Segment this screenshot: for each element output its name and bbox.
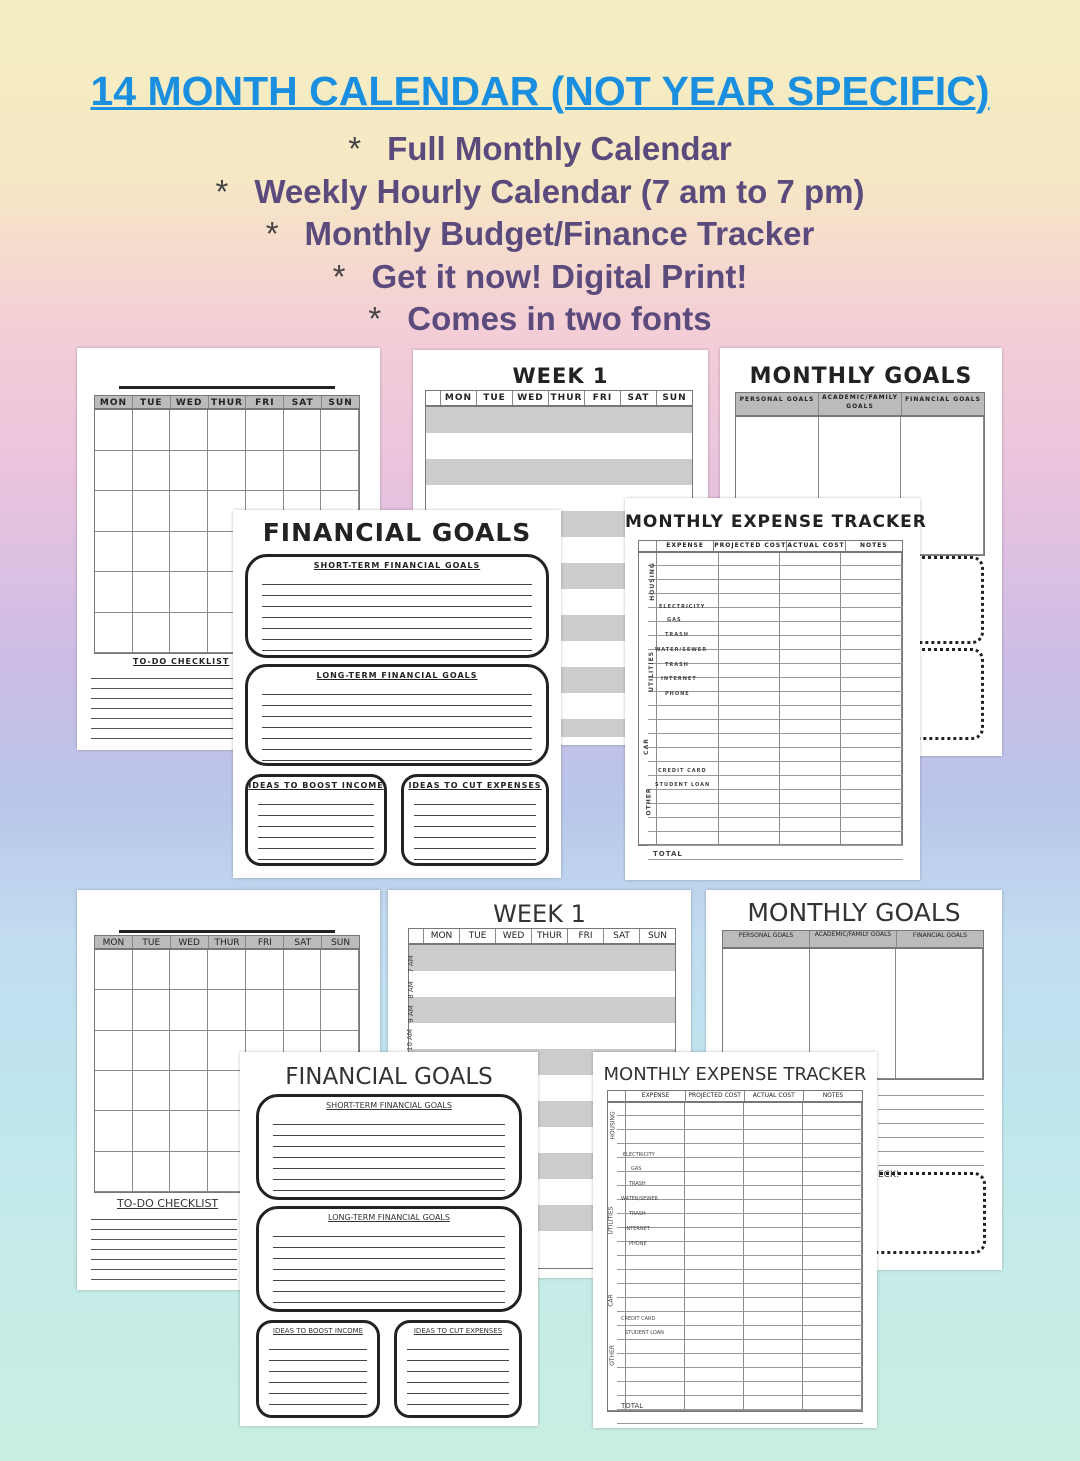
total-label: TOTAL [621,1402,644,1410]
financial-goals-title: FINANCIAL GOALS [285,1064,493,1090]
expense-rows [617,1102,863,1424]
expense-item: PHONE [629,1241,647,1247]
expense-tracker-title: MONTHLY EXPENSE TRACKER [625,512,927,532]
bullet-icon: * [332,257,346,295]
financial-goals-title: FINANCIAL GOALS [262,518,532,547]
expense-item: TRASH [665,662,689,668]
section-label: CAR [607,1294,615,1307]
feature-item: * Weekly Hourly Calendar (7 am to 7 pm) [215,172,865,210]
feature-item: * Monthly Budget/Finance Tracker [265,215,815,252]
goals-dotted-box [916,556,984,644]
calendar-day-header: MON TUE WED THUR FRI SAT SUN [94,395,360,409]
expense-item: CREDIT CARD [658,768,707,774]
long-term-goals-box: LONG-TERM FINANCIAL GOALS [245,664,549,766]
cut-expenses-box: IDEAS TO CUT EXPENSES [394,1320,522,1418]
goals-column-header: PERSONAL GOALS ACADEMIC/FAMILY GOALS FINANCIAL GOALS [735,392,985,416]
expense-item: TRASH [629,1211,646,1217]
expense-column-header: EXPENSE PROJECTED COST ACTUAL COST NOTES [638,540,903,552]
headline [0,68,1080,115]
todo-label: TO-DO CHECKLIST [133,657,230,666]
section-label: UTILITIES [648,651,655,692]
feature-item: * Full Monthly Calendar [348,130,732,167]
weekly-day-header: MON TUE WED THUR FRI SAT SUN [408,928,676,944]
bullet-icon: * [215,172,229,210]
goals-lines [878,1082,984,1166]
expense-item: PHONE [665,691,690,697]
expense-item: ELECTRICITY [659,604,706,610]
section-label: HOUSING [648,562,656,601]
expense-item: STUDENT LOAN [655,782,711,788]
total-label: TOTAL [653,850,683,858]
todo-label: TO-DO CHECKLIST [117,1197,219,1210]
expense-item: INTERNET [625,1226,650,1232]
section-label: OTHER [645,787,653,816]
bullet-icon: * [265,215,279,252]
hour-label: 8 AM [406,981,415,999]
feature-item: * Comes in two fonts [368,300,712,337]
section-label: OTHER [608,1345,616,1366]
section-label: CAR [642,738,650,755]
weekly-title: WEEK 1 [493,900,586,928]
financial-goals-page-clean [240,1052,538,1426]
short-term-goals-box: SHORT-TERM FINANCIAL GOALS [256,1094,522,1200]
expense-item: INTERNET [661,676,697,682]
expense-item: GAS [631,1166,642,1172]
expense-item: CREDIT CARD [621,1316,656,1322]
hour-label: 10 AM [405,1029,414,1051]
goals-column-header: PERSONAL GOALS ACADEMIC/FAMILY GOALS FINANCIAL GOALS [722,930,984,948]
monthly-goals-title: MONTHLY GOALS [747,898,961,927]
feature-item: * Get it now! Digital Print! [332,257,748,295]
bullet-icon: * [348,130,362,167]
expense-tracker-page-handwritten [625,498,927,880]
expense-rows [648,552,903,860]
expense-item: WATER/SEWER [621,1196,658,1202]
goals-dotted-box [874,1172,986,1254]
check-fragment: ECK! [878,1170,900,1180]
goals-dotted-box [916,648,984,740]
long-term-goals-box: LONG-TERM FINANCIAL GOALS [256,1206,522,1312]
section-label: HOUSING [609,1111,617,1140]
expense-item: WATER/SEWER [655,647,708,653]
monthly-goals-title: MONTHLY GOALS [749,364,973,389]
bullet-icon: * [368,300,382,337]
expense-item: ELECTRICITY [623,1152,655,1158]
expense-tracker-title: MONTHLY EXPENSE TRACKER [603,1064,867,1085]
section-label: UTILITIES [607,1206,615,1235]
expense-item: STUDENT LOAN [625,1330,664,1336]
expense-item: GAS [667,617,682,623]
weekly-day-header: MON TUE WED THUR FRI SAT SUN [425,390,693,406]
hour-label: 7 AM [406,955,415,973]
hour-label: 9 AM [406,1005,415,1023]
financial-goals-page-handwritten [233,510,561,878]
boost-income-box: IDEAS TO BOOST INCOME [256,1320,380,1418]
headline-link[interactable]: 14 MONTH CALENDAR (NOT YEAR SPECIFIC) [90,68,990,114]
short-term-goals-box: SHORT-TERM FINANCIAL GOALS [245,554,549,658]
feature-list [0,128,1080,341]
todo-lines [91,669,241,739]
calendar-day-header: MON TUE WED THUR FRI SAT SUN [94,935,360,949]
todo-lines [91,1210,237,1280]
weekly-title: WEEK 1 [512,364,609,388]
expense-tracker-page-clean [593,1052,877,1428]
boost-income-box: IDEAS TO BOOST INCOME [245,774,387,866]
expense-item: TRASH [629,1181,646,1187]
expense-item: TRASH [665,632,689,638]
expense-column-header: EXPENSE PROJECTED COST ACTUAL COST NOTES [607,1090,863,1102]
cut-expenses-box: IDEAS TO CUT EXPENSES [401,774,549,866]
